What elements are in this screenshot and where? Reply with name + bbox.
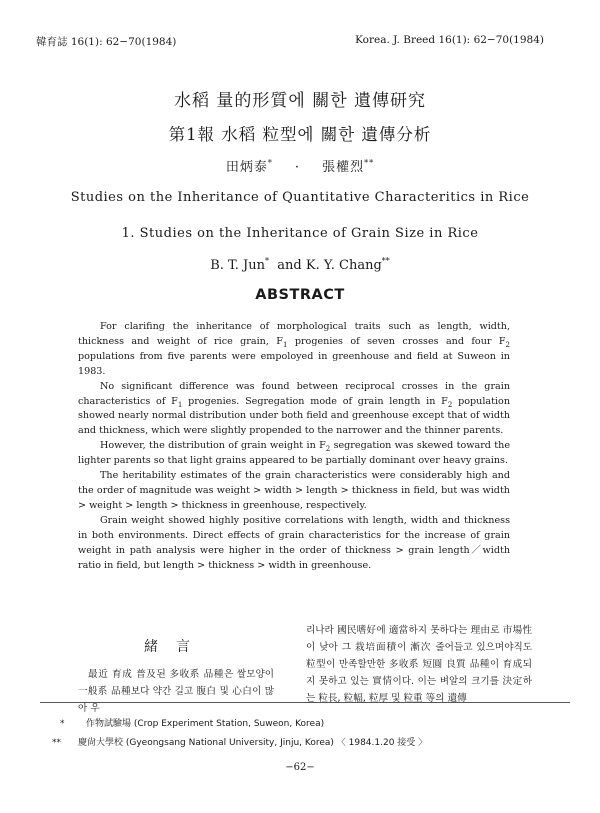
footnote-divider — [40, 702, 570, 703]
footnote-1 — [60, 716, 324, 729]
title-korean: 水稻 量的形質에 關한 遺傳研究 — [173, 91, 427, 111]
text-run: progenies of seven crosses and four F — [287, 335, 506, 347]
subscript: 2 — [505, 340, 510, 349]
text-run: segregation was skewed toward the lighter parents so that light grains appeared to be partially dominant over heavy grains. — [78, 440, 510, 467]
subscript: 1 — [177, 400, 183, 409]
text-run: For clarifing the inheritance of morphological traits such as length, width, thickness and weight of rice grain, F — [78, 321, 510, 347]
affiliation-mark-1: * — [267, 158, 273, 168]
affiliation-mark-2: ** — [364, 158, 375, 168]
footnote-text: 慶尙大學校 (Gyeongsang National University, Jinju, Korea) 〈 1984.1.20 接受 〉 — [78, 738, 428, 748]
introduction-left-column — [78, 666, 274, 717]
abstract-paragraph: Grain weight showed highly positive correlations with length, width and thickness in both environments. Direct effects of grain characteristics for the increase of grain weight in path analysis were higher in the order of thickness > grain length／width ratio in field, but length > thickness > width in greenhouse. — [78, 514, 510, 571]
text-run: However, the distribution of grain weight in F — [100, 440, 326, 452]
text-run: progenies. Segregation mode of grain length in F — [182, 395, 448, 407]
author-2-korean: 張權烈 — [322, 160, 365, 175]
subscript: 2 — [325, 445, 331, 454]
footnote-2 — [52, 735, 427, 748]
abstract-paragraph — [78, 439, 510, 469]
abstract-paragraph — [78, 380, 510, 440]
author-1-english: B. T. Jun — [210, 258, 266, 273]
abstract-paragraph: The heritability estimates of the grain characteristics were considerably high and the order of magnitude was weight > width > length > thickness in field, but was width > weight > length > thickness in greenhouse, respectively. — [78, 470, 510, 511]
affiliation-mark-2-en: ** — [381, 256, 390, 266]
author-1-korean: 田炳泰 — [225, 160, 268, 175]
body-paragraph: 리나라 國民嗜好에 適當하지 못하다는 理由로 市場性이 낮아 그 栽培面積이 漸次 줄어들고 있으며야직도 粒型이 만족할만한 多收系 短圓 良質 品種이 育成되지 못하고 있는 實情이다. 이는 벼알의 크기를 決定하는 粒長, 粒幅, 粒厚 및 粒重 等의 遺傳 — [306, 625, 532, 704]
abstract-body — [78, 320, 510, 573]
introduction-right-column — [306, 622, 532, 707]
abstract-paragraph — [78, 320, 510, 380]
body-paragraph: 最近 育成 普及된 多收系 品種은 쌀모양이 一般系 品種보다 약간 길고 腹白 및 心白이 많아 우 — [78, 669, 274, 714]
running-header-right: Korea. J. Breed 16(1): 62−70(1984) — [355, 34, 544, 46]
subtitle-korean: 第1報 水稻 粒型에 關한 遺傳分析 — [168, 125, 432, 144]
subscript: 1 — [282, 340, 288, 349]
page-number: −62− — [285, 762, 315, 773]
author-separator: · — [294, 160, 301, 175]
text-run: population showed nearly normal distribution under both field and greenhouse except that of width and thickness, which were slightly propended to the narrower and the thinner parents. — [78, 395, 510, 437]
footnote-text: 作物試驗場 (Crop Experiment Station, Suweon, Korea) — [86, 719, 325, 729]
footnote-mark: * — [60, 719, 65, 729]
running-header-left: 韓育誌 16(1): 62−70(1984) — [36, 36, 177, 48]
author-2-english: and K. Y. Chang — [277, 258, 382, 273]
footnote-mark: ** — [52, 738, 61, 748]
abstract-heading: ABSTRACT — [255, 287, 345, 303]
authors-korean — [0, 156, 600, 175]
subtitle-english: 1. Studies on the Inheritance of Grain Size in Rice — [121, 226, 479, 241]
text-run: No significant difference was found between reciprocal crosses in the grain characteristics of F — [78, 380, 510, 407]
text-run: populations from five parents were empoloyed in greenhouse and field at Suweon in 1983. — [78, 350, 510, 377]
title-english: Studies on the Inheritance of Quantitative Characteritics in Rice — [70, 190, 530, 205]
affiliation-mark-1-en: * — [265, 256, 270, 266]
introduction-heading: 緒言 — [144, 639, 208, 655]
authors-english — [0, 258, 600, 273]
subscript: 2 — [447, 400, 453, 409]
